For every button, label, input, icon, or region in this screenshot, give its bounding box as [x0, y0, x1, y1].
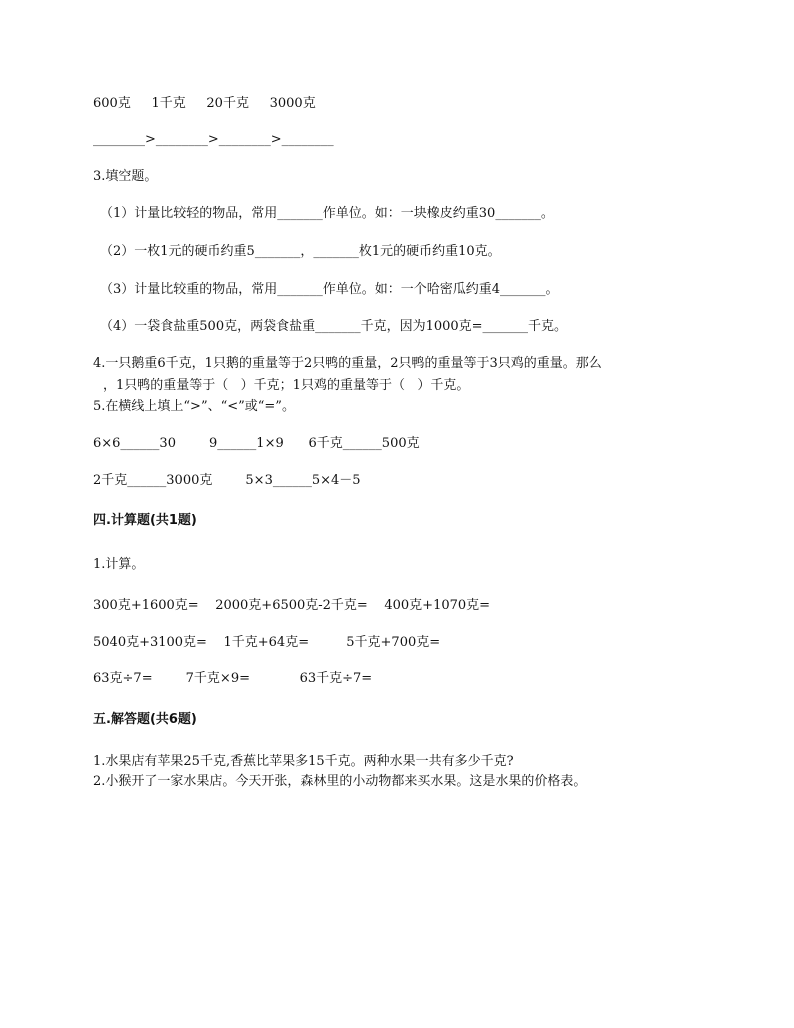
order-blanks: ________>________>________>________: [93, 132, 334, 147]
compare-row-1: 6×6______30 9______1×9 6千克______500克: [93, 436, 420, 451]
word-problem-2: 2.小猴开了一家水果店。今天开张，森林里的小动物都来买水果。这是水果的价格表。: [93, 774, 587, 789]
question-5-title: 5.在横线上填上“>”、“<”或“=”。: [93, 399, 295, 414]
word-problem-1: 1.水果店有苹果25千克,香蕉比苹果多15千克。两种水果一共有多少千克?: [93, 754, 514, 769]
calc-row-2: 5040克+3100克= 1千克+64克= 5千克+700克=: [93, 635, 441, 650]
question-3-item-4: （4）一袋食盐重500克，两袋食盐重_______千克，因为1000克=_______千克。: [100, 319, 568, 334]
calc-row-1: 300克+1600克= 2000克+6500克-2千克= 400克+1070克=: [93, 598, 491, 613]
calc-row-3: 63克÷7= 7千克×9= 63千克÷7=: [93, 671, 373, 686]
compare-row-2: 2千克______3000克 5×3______5×4－5: [93, 473, 361, 488]
unit-list: 600克 1千克 20千克 3000克: [93, 96, 316, 111]
question-3-item-3: （3）计量比较重的物品，常用_______作单位。如：一个哈密瓜约重4_______。: [100, 282, 559, 297]
section-4-heading: 四.计算题(共1题): [93, 513, 197, 528]
question-4-line-1: 4.一只鹅重6千克，1只鹅的重量等于2只鸭的重量，2只鸭的重量等于3只鸡的重量。那么: [93, 356, 602, 371]
question-3-item-2: （2）一枚1元的硬币约重5_______，_______枚1元的硬币约重10克。: [100, 244, 501, 259]
question-4-line-2: ，1只鸭的重量等于（ ）千克；1只鸡的重量等于（ ）千克。: [103, 378, 470, 393]
section-5-heading: 五.解答题(共6题): [93, 712, 197, 727]
question-3-item-1: （1）计量比较轻的物品，常用_______作单位。如：一块橡皮约重30_______。: [100, 206, 554, 221]
calc-title: 1.计算。: [93, 557, 145, 572]
question-3-title: 3.填空题。: [93, 169, 158, 184]
